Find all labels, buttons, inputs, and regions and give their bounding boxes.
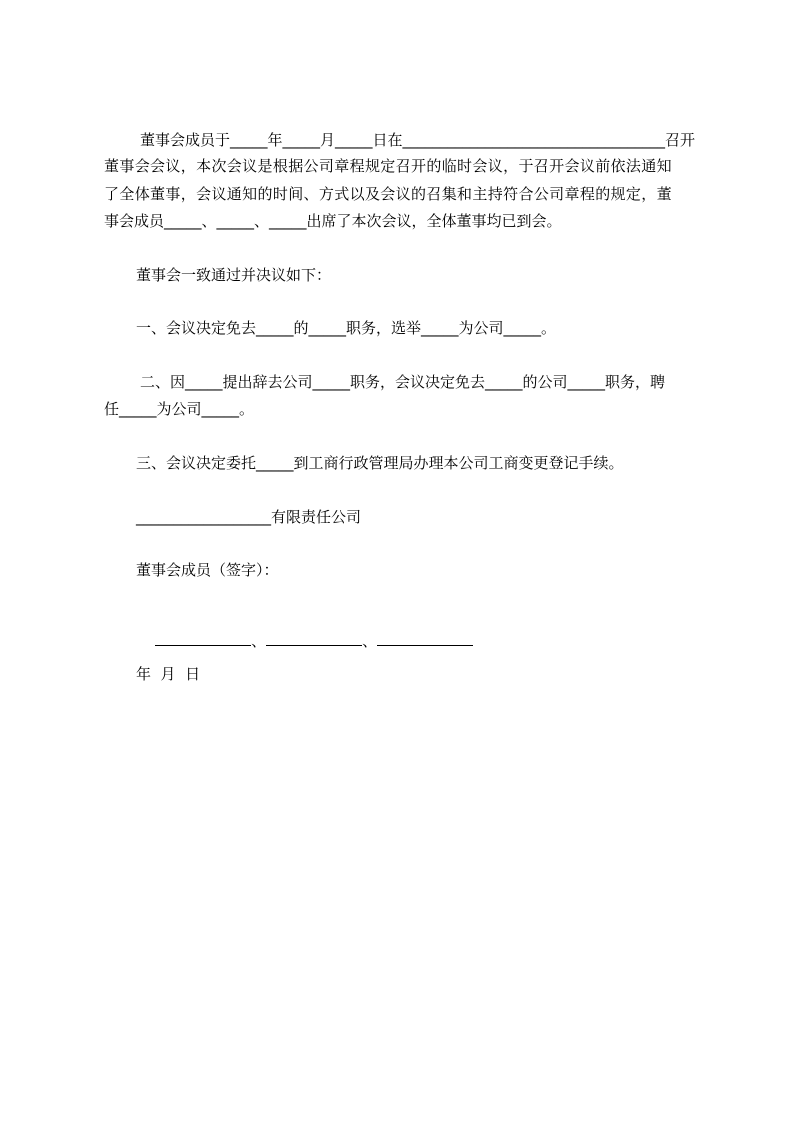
paragraph1-line1: 董事会成员于_____年_____月_____日在___________________________________召开 [140,131,696,149]
date-line: 年 月 日 [136,665,201,683]
resolution-item-1: 一、会议决定免去_____的_____职务，选举_____为公司_____。 [136,319,557,337]
resolution-item-3: 三、会议决定委托_____到工商行政管理局办理本公司工商变更登记手续。 [136,454,624,472]
signature-label: 董事会成员（签字）： [136,561,279,579]
signature-lines [136,611,473,650]
resolution-item-2-line2: 任_____为公司_____。 [104,400,255,418]
paragraph1-line3: 了全体董事，会议通知的时间、方式以及会议的召集和主持符合公司章程的规定，董 [104,185,672,203]
signature-blank-1[interactable] [155,631,251,646]
resolution-item-2-line1: 二、因_____提出辞去公司_____职务，会议决定免去_____的公司_____职务，聘 [140,373,666,391]
signature-blank-3[interactable] [377,631,473,646]
signature-blank-2[interactable] [266,631,362,646]
resolution-intro: 董事会一致通过并决议如下： [136,266,332,284]
signature-separator-2: 、 [362,632,378,650]
paragraph1-line2: 董事会会议，本次会议是根据公司章程规定召开的临时会议，于召开会议前依法通知 [104,157,672,175]
signature-separator-1: 、 [251,632,267,650]
company-name-line: __________________有限责任公司 [136,508,362,526]
paragraph1-line4: 事会成员_____、_____、_____出席了本次会议，全体董事均已到会。 [104,212,562,230]
